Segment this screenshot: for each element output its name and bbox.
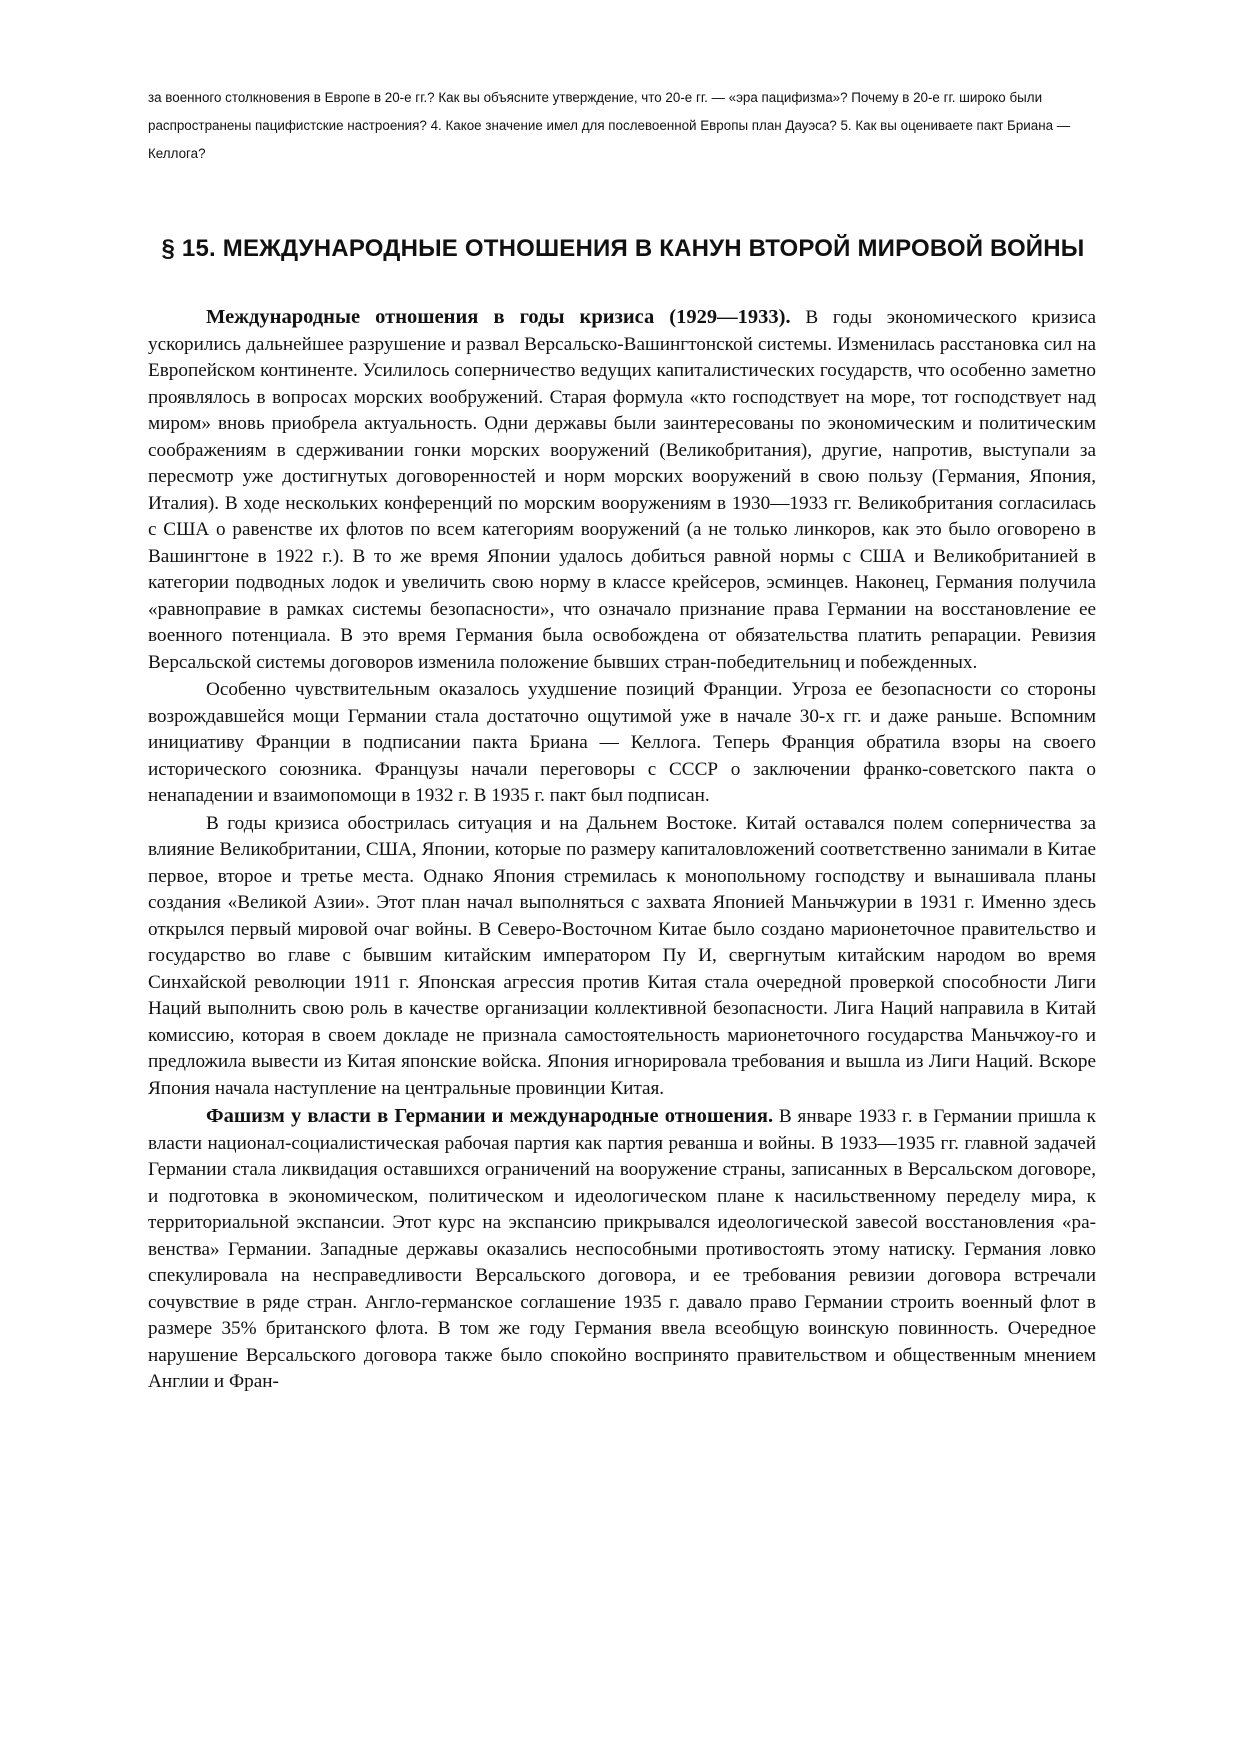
paragraph-text: Особенно чувствительным оказалось ухудшение позиций Франции. Угроза ее безопасности со стороны возрождавшейся мощи Германии стала достаточно ощутимой уже в начале 30-х гг. и даже раньше. Вспомним инициативу Франции в подписании пакта Бриана — Келлога. Теперь Франция обратила взоры на своего исторического союзника. Французы начали переговоры с СССР о заключении франко-советского пакта о ненападении и взаимопомощи в 1932 г. В 1935 г. пакт был подписан. <box>148 679 1096 806</box>
paragraph-far-east <box>148 811 1096 1103</box>
section-title: § 15. МЕЖДУНАРОДНЫЕ ОТНОШЕНИЯ В КАНУН ВТОРОЙ МИРОВОЙ ВОЙНЫ <box>161 235 1085 262</box>
paragraph-lead: Международные отношения в годы кризиса (1929—1933). <box>206 306 791 328</box>
paragraph-text: В годы кризиса обострилась ситуация и на Дальнем Востоке. Китай оставался полем соперничества за влияние Великобритании, США, Японии, которые по размеру капиталовложений соответственно занимали в Китае первое, второе и третье места. Однако Япония стремилась к монопольному господству и вынашивала планы создания «Великой Азии». Этот план начал выполняться с захвата Японией Маньчжурии в 1931 г. Именно здесь открылся первый мировой очаг войны. В Северо-Восточном Китае было создано марионеточное правительство и государство во главе с бывшим китайским императором Пу И, свергнутым китайским народом во время Синхайской революции 1911 г. Японская агрессия против Китая стала очередной проверкой способности Лиги Наций выполнить свою роль в качестве организации коллективной безопасности. Лига Наций направила в Китай комиссию, которая в своем докладе не признала самостоятельность марионеточного государства Маньчжоу-го и предложила вывести из Китая японские войска. Япония игнорировала требования и вышла из Лиги Наций. Вскоре Япония начала наступление на центральные провинции Китая. <box>148 812 1096 1099</box>
paragraph-text: В годы экономического кризиса ускорились дальнейшее разрушение и развал Версальско-Вашингтонской системы. Изменилась расстановка сил на Европейском континенте. Усилилось соперничество ведущих капиталистических государств, что особенно заметно проявлялось в вопросах морских вообружений. Старая формула «кто господствует на море, тот господствует над миром» вновь приобрела актуальность. Одни державы были заинтересованы по экономическим и политическим соображениям в сдерживании гонки морских вооружений (Великобритания), другие, напротив, выступали за пересмотр уже достигнутых договоренностей и норм морских вооружений в свою пользу (Германия, Япония, Италия). В ходе нескольких конференций по морским вооружениям в 1930—1933 гг. Великобритания согласилась с США о равенстве их флотов по всем категориям вооружений (а не только линкоров, как это было оговорено в Вашингтоне в 1922 г.). В то же время Японии удалось добиться равной нормы с США и Великобританией в категории подводных лодок и увеличить свою норму в классе крейсеров, эсминцев. Наконец, Германия получила «равноправие в рамках системы безопасности», что означало признание права Германии на восстановление ее военного потенциала. В это время Германия была освобождена от обязательства платить репарации. Ревизия Версальской системы договоров изменила положение бывших стран-победительниц и побежденных. <box>148 307 1096 673</box>
paragraph-lead: Фашизм у власти в Германии и международные отношения. <box>206 1105 774 1127</box>
intro-questions: за военного столкновения в Европе в 20-е гг.? Как вы объясните утверждение, что 20-е гг. — «эра пацифизма»? Почему в 20-е гг. широко были распространены пацифистские настроения? 4. Какое значение имел для послевоенной Европы план Дауэса? 5. Как вы оцениваете пакт Бриана — Келлога? <box>148 90 1071 161</box>
paragraph-crisis <box>148 304 1096 676</box>
paragraph-fascism <box>148 1103 1096 1396</box>
section-body <box>148 304 1096 1396</box>
paragraph-france <box>148 677 1096 810</box>
paragraph-text: В январе 1933 г. в Германии пришла к власти национал-социалистическая рабочая партия как партия реванша и войны. В 1933—1935 гг. главной задачей Германии стала ликвидация оставшихся ограничений на вооружение страны, записанных в Версальском договоре, и подготовка в экономическом, политическом и идеологическом плане к насильственному переделу мира, к территориальной экспансии. Этот курс на экспансию прикрывался идеологической завесой восстановления «равенства» Германии. Западные державы оказались неспособными противостоять этому натиску. Германия ловко спекулировала на несправедливости Версальского договора, и ее требования ревизии договора встречали сочувствие в ряде стран. Англо-германское соглашение 1935 г. давало право Германии строить военный флот в размере 35% британского флота. В том же году Германия ввела всеобщую воинскую повинность. Очередное нарушение Версальского договора также было спокойно воспринято правительством и общественным мнением Англии и Фран- <box>148 1106 1096 1392</box>
